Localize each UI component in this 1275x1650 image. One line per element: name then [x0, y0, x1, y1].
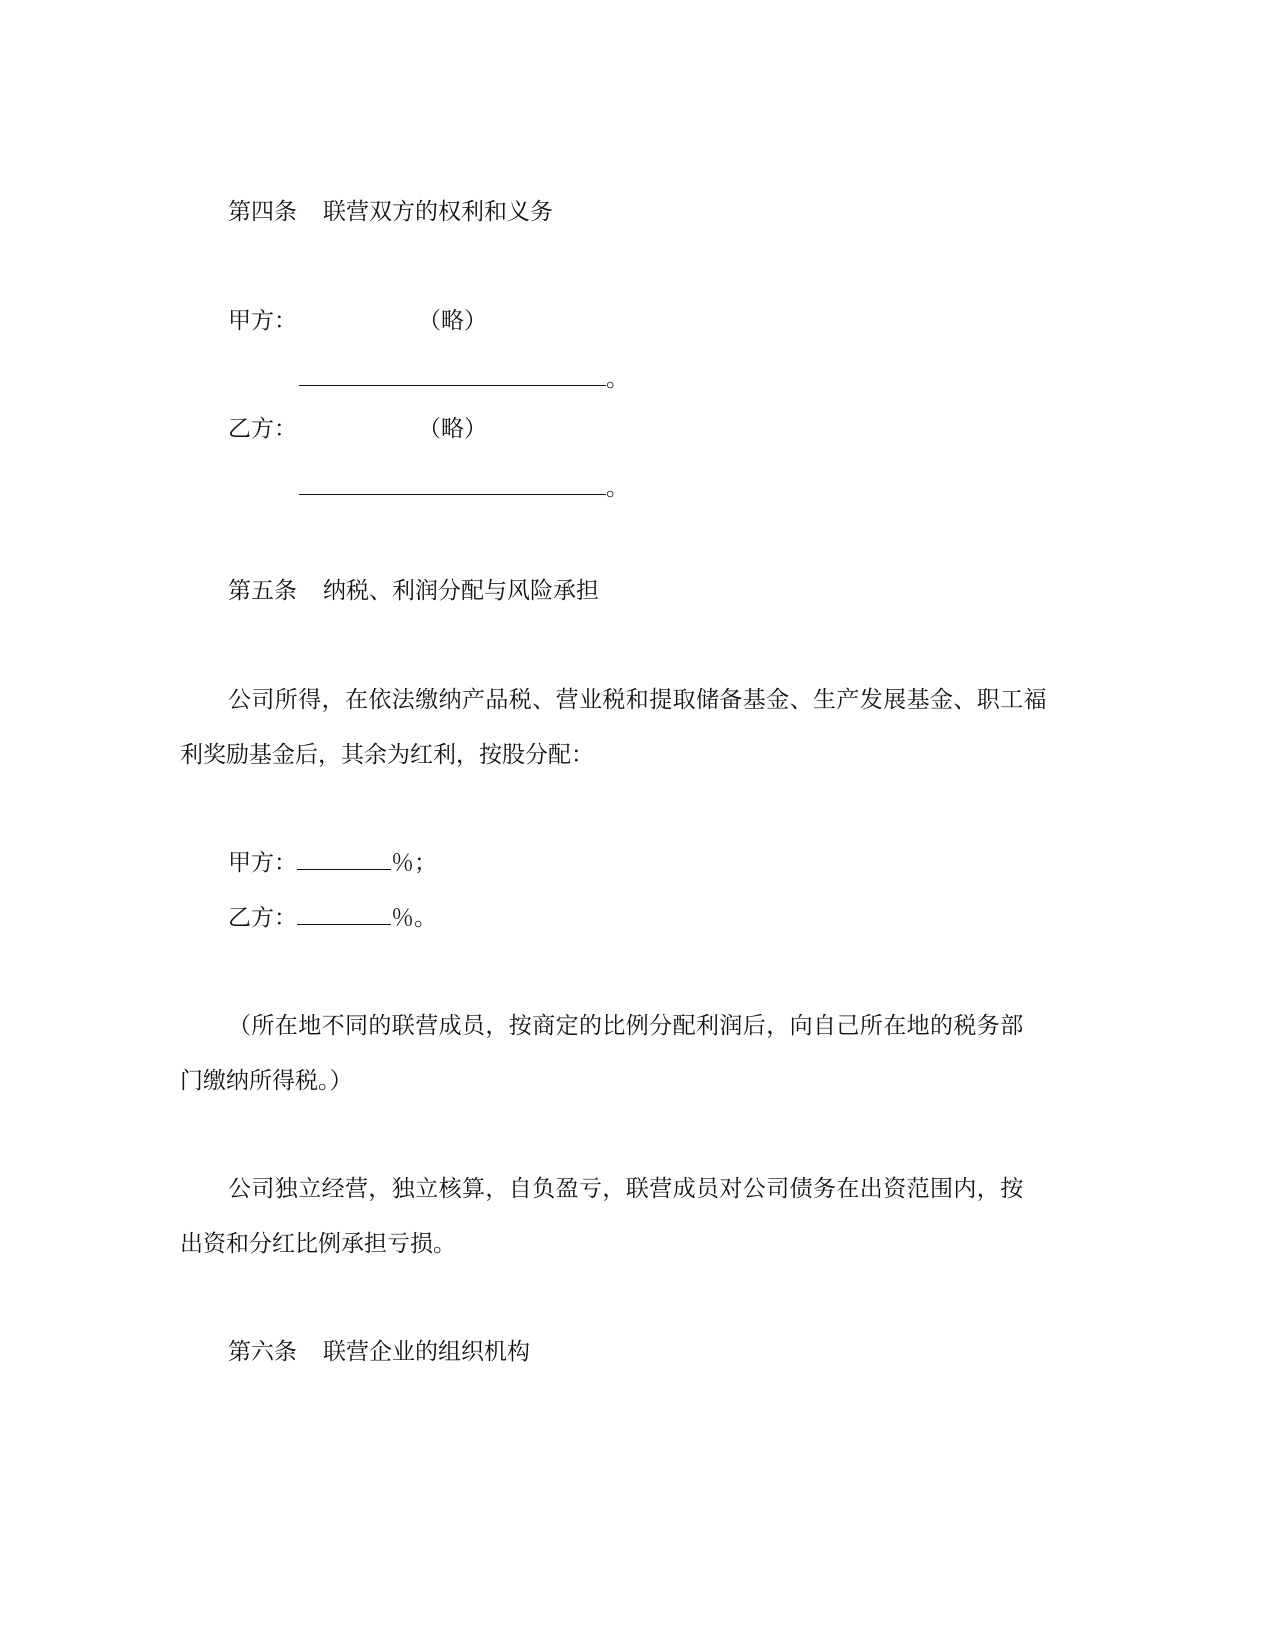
party-b-placeholder: （略） [418, 416, 487, 442]
article-5-heading [228, 576, 599, 606]
party-a-label: 甲方： [228, 308, 297, 334]
article-5-number: 第五条 [228, 578, 297, 604]
party-a-fill-line [299, 364, 629, 394]
share-a-blank [297, 849, 391, 870]
party-b-row [228, 414, 297, 444]
party-a-blank [299, 365, 606, 386]
article-4-title: 联营双方的权利和义务 [323, 199, 553, 225]
loss-paragraph-line-1: 公司独立经营，独立核算，自负盈亏，联营成员对公司债务在出资范围内，按 [228, 1176, 1024, 1202]
party-b-end: 。 [606, 475, 629, 501]
profit-paragraph-line-2: 利奖励基金后，其余为红利，按股分配： [180, 742, 594, 768]
article-6-title: 联营企业的组织机构 [323, 1339, 530, 1365]
party-b-label: 乙方： [228, 416, 297, 442]
share-a-row [228, 848, 437, 878]
article-4-number: 第四条 [228, 199, 297, 225]
party-a-row [228, 306, 297, 336]
share-a-suffix: ％； [391, 850, 437, 876]
share-b-label: 乙方： [228, 905, 297, 931]
party-b-fill-line [299, 473, 629, 503]
party-b-blank [299, 474, 606, 495]
tax-note-line-2: 门缴纳所得税。） [180, 1068, 353, 1094]
article-6-heading [228, 1337, 530, 1367]
article-6-number: 第六条 [228, 1339, 297, 1365]
share-b-suffix: ％。 [391, 905, 437, 931]
tax-note-line-1: （所在地不同的联营成员，按商定的比例分配利润后，向自己所在地的税务部 [228, 1013, 1024, 1039]
article-5-title: 纳税、利润分配与风险承担 [323, 578, 599, 604]
party-a-end: 。 [606, 366, 629, 392]
share-a-label: 甲方： [228, 850, 297, 876]
share-b-row [228, 903, 437, 933]
loss-paragraph-line-2: 出资和分红比例承担亏损。 [180, 1231, 456, 1257]
share-b-blank [297, 904, 391, 925]
party-a-placeholder: （略） [418, 308, 487, 334]
article-4-heading [228, 197, 553, 227]
profit-paragraph-line-1: 公司所得，在依法缴纳产品税、营业税和提取储备基金、生产发展基金、职工福 [228, 687, 1047, 713]
